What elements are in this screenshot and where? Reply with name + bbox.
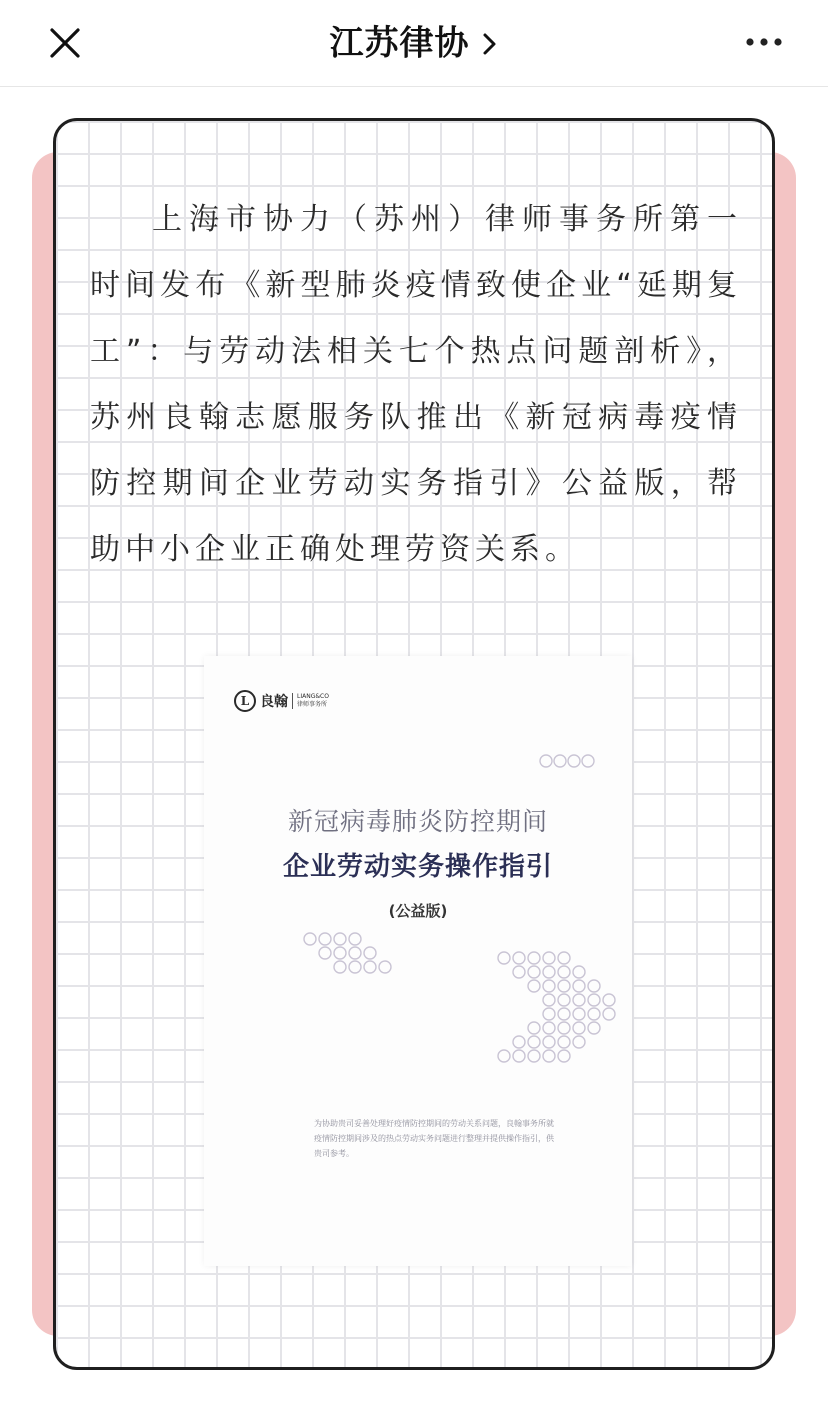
- article-paragraph: 上海市协力（苏州）律师事务所第一时间发布《新型肺炎疫情致使企业“延期复工”：与劳动法相关七个热点问题剖析》，苏州良翰志愿服务队推出《新冠病毒疫情防控期间企业劳动实务指引》公益版，帮助中小企业正确处理劳资关系。: [90, 202, 742, 567]
- decorative-circles-pattern: [204, 656, 632, 1266]
- logo-english: LIANG&CO: [297, 693, 329, 700]
- chevron-right-icon: [481, 30, 499, 58]
- decorative-circle: [603, 1008, 615, 1020]
- decorative-circle: [558, 1036, 570, 1048]
- decorative-circle: [334, 933, 346, 945]
- decorative-circle: [573, 1022, 585, 1034]
- logo-mark: L: [234, 690, 256, 712]
- decorative-circle: [558, 966, 570, 978]
- decorative-circle: [513, 1050, 525, 1062]
- cover-edition: (公益版): [388, 902, 448, 920]
- cover-title: 企业劳动实务操作指引: [282, 852, 553, 882]
- decorative-circle: [543, 1022, 555, 1034]
- decorative-circle: [558, 1008, 570, 1020]
- decorative-circle: [379, 961, 391, 973]
- decorative-circle: [568, 755, 580, 767]
- decorative-circle: [543, 1036, 555, 1048]
- decorative-circle: [528, 1050, 540, 1062]
- cover-subtitle: 新冠病毒肺炎防控期间: [287, 807, 548, 836]
- decorative-circle: [528, 966, 540, 978]
- decorative-circle: [558, 1050, 570, 1062]
- decorative-circle: [528, 952, 540, 964]
- decorative-circle: [540, 755, 552, 767]
- decorative-circle: [528, 1022, 540, 1034]
- decorative-circle: [588, 1008, 600, 1020]
- decorative-circle: [364, 961, 376, 973]
- logo-name: 良翰: [260, 694, 288, 710]
- decorative-circle: [513, 966, 525, 978]
- decorative-circle: [349, 947, 361, 959]
- decorative-circle: [543, 1050, 555, 1062]
- decorative-circle: [513, 952, 525, 964]
- account-title-link[interactable]: [0, 18, 828, 68]
- decorative-circle: [349, 961, 361, 973]
- decorative-circle: [543, 980, 555, 992]
- decorative-circle: [588, 994, 600, 1006]
- more-button[interactable]: [744, 28, 784, 56]
- page-title: 江苏律协: [329, 23, 470, 64]
- decorative-circle: [513, 1036, 525, 1048]
- decorative-circle: [319, 947, 331, 959]
- logo-subtitle: 律师事务所: [297, 701, 328, 708]
- decorative-circle: [528, 980, 540, 992]
- decorative-circle: [554, 755, 566, 767]
- decorative-circle: [588, 1022, 600, 1034]
- decorative-circle: [543, 952, 555, 964]
- decorative-circle: [304, 933, 316, 945]
- decorative-circle: [558, 980, 570, 992]
- decorative-circle: [573, 994, 585, 1006]
- decorative-circle: [558, 1022, 570, 1034]
- decorative-circle: [349, 933, 361, 945]
- decorative-circle: [603, 994, 615, 1006]
- decorative-circle: [319, 933, 331, 945]
- decorative-circle: [334, 961, 346, 973]
- decorative-circle: [558, 952, 570, 964]
- more-horizontal-icon: [744, 28, 784, 56]
- decorative-circle: [334, 947, 346, 959]
- article-card: [53, 118, 775, 1370]
- decorative-circle: [573, 966, 585, 978]
- decorative-circle: [498, 1050, 510, 1062]
- guide-cover-image: [204, 656, 632, 1266]
- decorative-circle: [582, 755, 594, 767]
- decorative-circle: [573, 1036, 585, 1048]
- decorative-circle: [543, 994, 555, 1006]
- decorative-circle: [588, 980, 600, 992]
- decorative-circle: [364, 947, 376, 959]
- cover-description: 为协助贵司妥善处理好疫情防控期间的劳动关系问题，良翰事务所就疫情防控期间涉及的热点劳动实务问题进行整理并提供操作指引，供贵司参考。: [314, 1119, 554, 1158]
- decorative-circle: [543, 1008, 555, 1020]
- top-bar: [0, 0, 828, 87]
- decorative-circle: [498, 952, 510, 964]
- decorative-circle: [543, 966, 555, 978]
- decorative-circle: [558, 994, 570, 1006]
- decorative-circle: [573, 980, 585, 992]
- decorative-circle: [528, 1036, 540, 1048]
- decorative-circle: [573, 1008, 585, 1020]
